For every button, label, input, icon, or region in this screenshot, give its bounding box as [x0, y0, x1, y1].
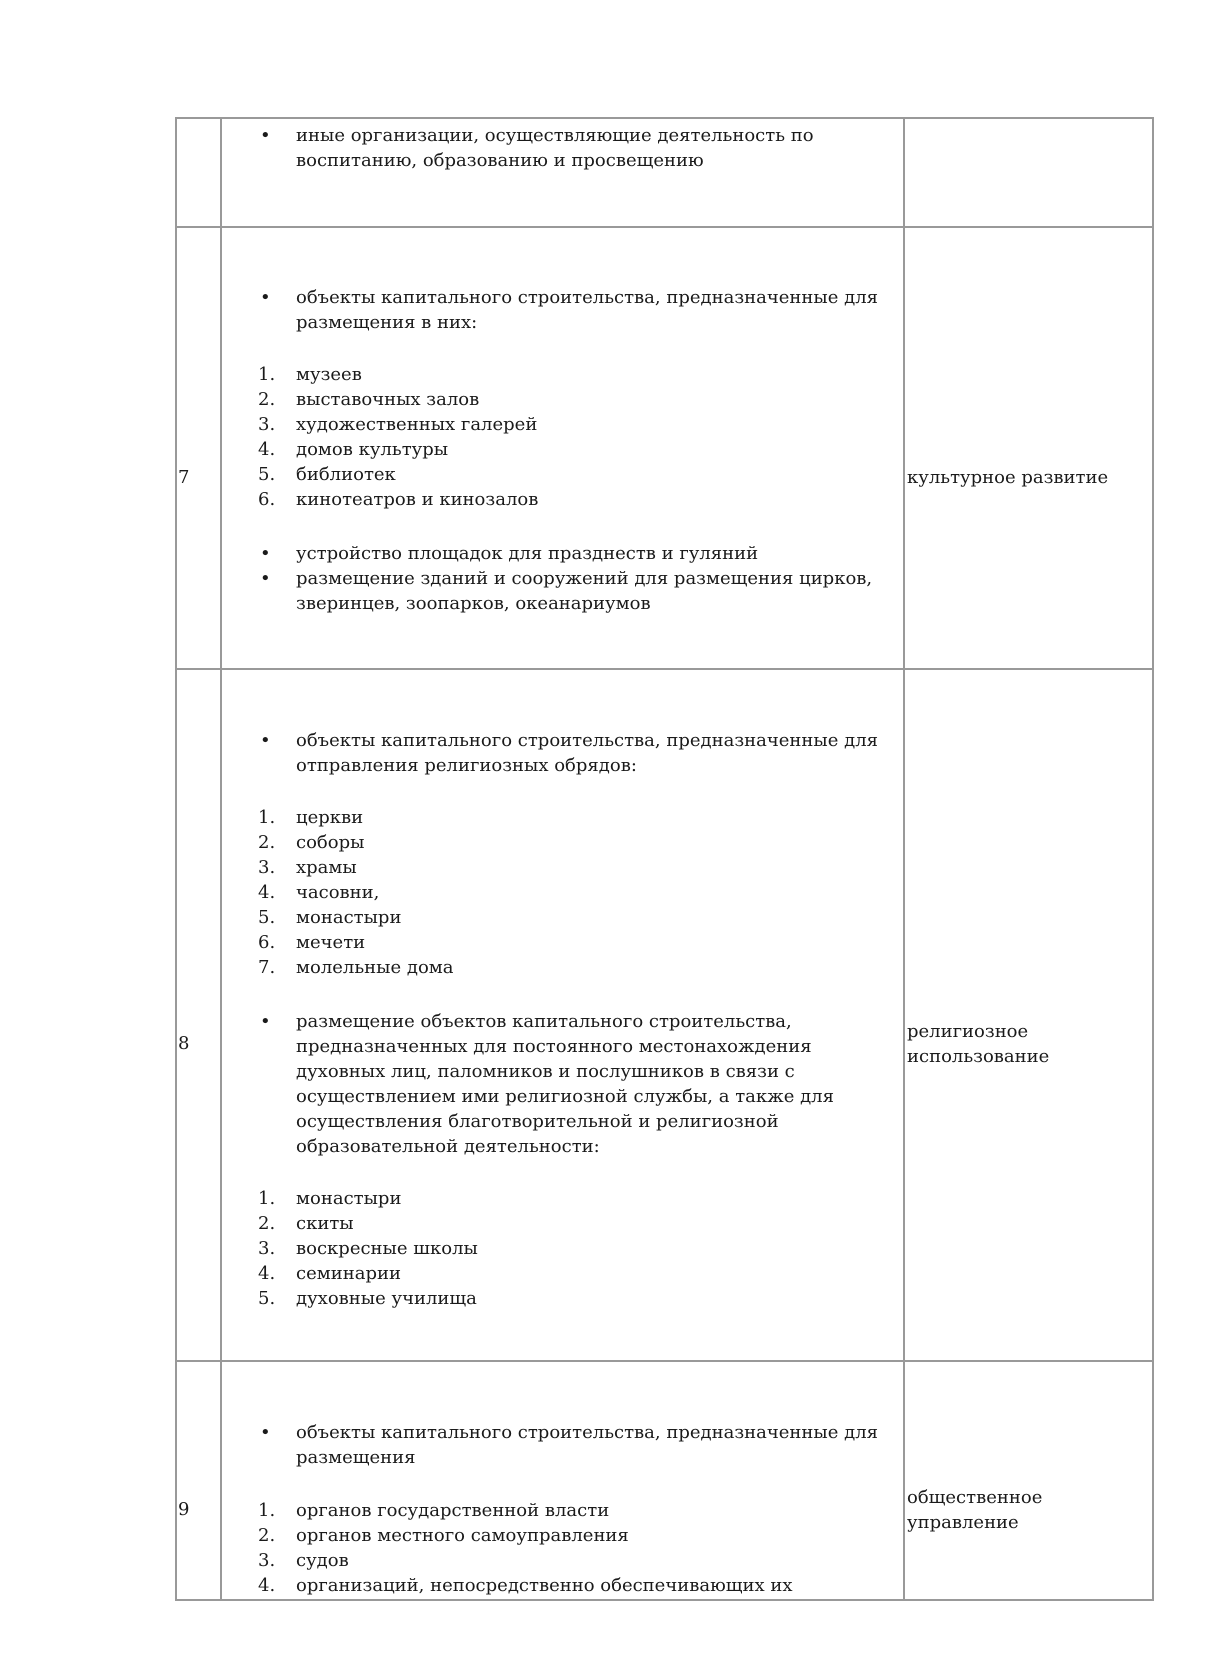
category-label: религиозное	[907, 1021, 1029, 1042]
bullet-marker: •	[260, 125, 271, 146]
row-8-category-cell	[903, 668, 1154, 1362]
list-number: 2.	[258, 1525, 276, 1546]
row-number: 7	[178, 467, 190, 488]
category-label: использование	[907, 1046, 1050, 1067]
row-cont-number-cell	[175, 117, 222, 228]
row-9-number-cell	[175, 1360, 222, 1601]
list-number: 3.	[258, 857, 276, 878]
list-item: соборы	[296, 832, 365, 853]
row-7-category-cell	[903, 226, 1154, 670]
list-item: домов культуры	[296, 439, 449, 460]
list-item: размещения	[296, 1447, 416, 1468]
list-item: монастыри	[296, 1188, 402, 1209]
list-item: образовательной деятельности:	[296, 1136, 600, 1157]
list-item: монастыри	[296, 907, 402, 928]
list-item: скиты	[296, 1213, 354, 1234]
list-item: размещения в них:	[296, 312, 478, 333]
list-number: 5.	[258, 907, 276, 928]
list-number: 1.	[258, 1500, 276, 1521]
list-number: 2.	[258, 389, 276, 410]
list-item: устройство площадок для празднеств и гуляний	[296, 543, 759, 564]
list-number: 4.	[258, 1263, 276, 1284]
list-item: объекты капитального строительства, предназначенные для	[296, 287, 878, 308]
list-number: 6.	[258, 489, 276, 510]
row-number: 8	[178, 1033, 190, 1054]
list-item: зверинцев, зоопарков, океанариумов	[296, 593, 651, 614]
list-number: 1.	[258, 364, 276, 385]
bullet-marker: •	[260, 543, 271, 564]
list-number: 4.	[258, 439, 276, 460]
list-item: организаций, непосредственно обеспечивающих их	[296, 1575, 793, 1596]
bullet-marker: •	[260, 1422, 271, 1443]
row-9-category-cell	[903, 1360, 1154, 1601]
list-item: осуществлением ими религиозной службы, а также для	[296, 1086, 834, 1107]
bullet-marker: •	[260, 1011, 271, 1032]
list-item: кинотеатров и кинозалов	[296, 489, 539, 510]
list-number: 3.	[258, 1238, 276, 1259]
list-item: размещение зданий и сооружений для размещения цирков,	[296, 568, 873, 589]
list-item: художественных галерей	[296, 414, 538, 435]
category-label: общественное	[907, 1487, 1043, 1508]
list-item: предназначенных для постоянного местонахождения	[296, 1036, 812, 1057]
list-item: мечети	[296, 932, 366, 953]
list-item: духовные училища	[296, 1288, 477, 1309]
list-item: органов местного самоуправления	[296, 1525, 629, 1546]
bullet-marker: •	[260, 568, 271, 589]
list-number: 2.	[258, 832, 276, 853]
list-item: судов	[296, 1550, 349, 1571]
list-number: 4.	[258, 882, 276, 903]
list-number: 3.	[258, 1550, 276, 1571]
list-item: музеев	[296, 364, 362, 385]
list-item: органов государственной власти	[296, 1500, 610, 1521]
bullet-marker: •	[260, 287, 271, 308]
list-item: объекты капитального строительства, предназначенные для	[296, 1422, 878, 1443]
list-number: 3.	[258, 414, 276, 435]
list-number: 1.	[258, 807, 276, 828]
list-number: 6.	[258, 932, 276, 953]
list-item: выставочных залов	[296, 389, 480, 410]
list-item: осуществления благотворительной и религиозной	[296, 1111, 779, 1132]
list-item: библиотек	[296, 464, 396, 485]
list-number: 4.	[258, 1575, 276, 1596]
list-item: размещение объектов капитального строительства,	[296, 1011, 792, 1032]
row-number: 9	[178, 1499, 190, 1520]
list-item: иные организации, осуществляющие деятельность по	[296, 125, 814, 146]
list-item: воспитанию, образованию и просвещению	[296, 150, 704, 171]
list-number: 2.	[258, 1213, 276, 1234]
category-label: управление	[907, 1512, 1019, 1533]
list-item: молельные дома	[296, 957, 454, 978]
list-number: 1.	[258, 1188, 276, 1209]
list-item: объекты капитального строительства, предназначенные для	[296, 730, 878, 751]
list-number: 5.	[258, 1288, 276, 1309]
row-7-number-cell	[175, 226, 222, 670]
list-number: 5.	[258, 464, 276, 485]
row-cont-category-cell	[903, 117, 1154, 228]
list-item: воскресные школы	[296, 1238, 478, 1259]
category-label: культурное развитие	[907, 467, 1109, 488]
row-8-number-cell	[175, 668, 222, 1362]
list-item: семинарии	[296, 1263, 401, 1284]
bullet-marker: •	[260, 730, 271, 751]
list-item: церкви	[296, 807, 364, 828]
list-number: 7.	[258, 957, 276, 978]
list-item: храмы	[296, 857, 357, 878]
list-item: часовни,	[296, 882, 380, 903]
list-item: отправления религиозных обрядов:	[296, 755, 637, 776]
list-item: духовных лиц, паломников и послушников в связи с	[296, 1061, 795, 1082]
